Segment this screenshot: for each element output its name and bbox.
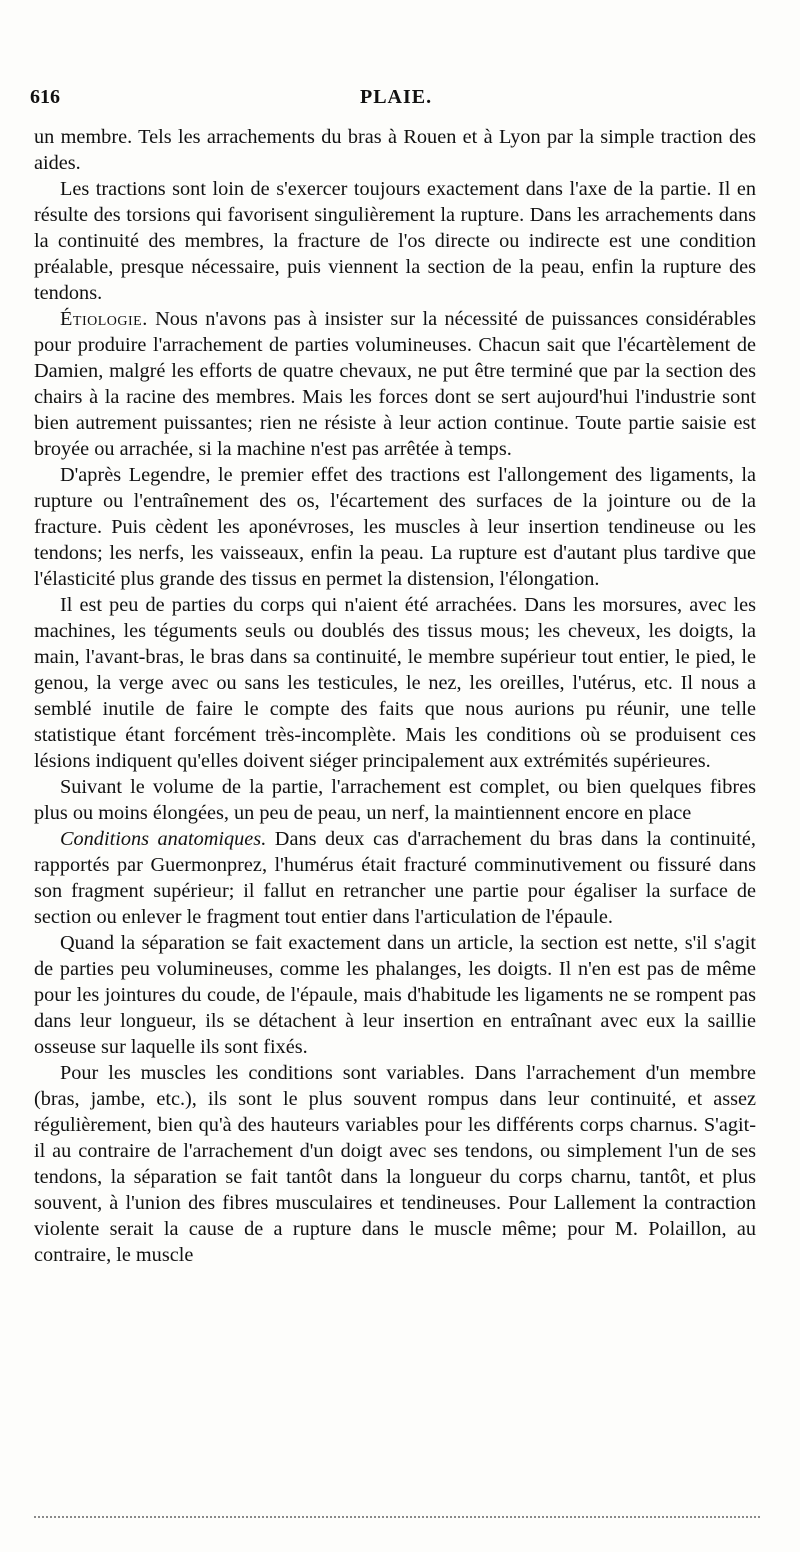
paragraph: Les tractions sont loin de s'exercer toujours exactement dans l'axe de la partie. Il en résulte des torsions qui favorisent singulièrement la rupture. Dans les arrachements dans la continuité des membres, la fracture de l'os directe ou indirecte est une condition préalable, presque nécessaire, puis viennent la section de la peau, enfin la rupture des tendons. bbox=[34, 178, 756, 304]
paragraph: Il est peu de parties du corps qui n'aient été arrachées. Dans les morsures, avec les machines, les téguments seuls ou doublés des tissus mous; les cheveux, les doigts, la main, l'avant-bras, le bras dans sa continuité, le membre supérieur tout entier, le pied, le genou, la verge avec ou sans les testicules, le nez, les oreilles, l'utérus, etc. Il nous a semblé inutile de faire le compte des faits que nous aurions pu réunir, une telle statistique étant forcément très-incomplète. Mais les conditions où se produisent ces lésions indiquent qu'elles doivent siéger principalement aux extrémités supérieures. bbox=[34, 594, 756, 772]
paragraph: un membre. Tels les arrachements du bras à Rouen et à Lyon par la simple traction des aides. bbox=[34, 126, 756, 174]
body-text bbox=[34, 124, 756, 1268]
page-number: 616 bbox=[30, 86, 60, 108]
paragraph: Pour les muscles les conditions sont variables. Dans l'arrachement d'un membre (bras, jambe, etc.), ils sont le plus souvent rompus dans leur continuité, et assez régulièrement, bien qu'à des hauteurs variables pour les différents corps charnus. S'agit-il au contraire de l'arrachement d'un doigt avec ses tendons, ou simplement l'un de ses tendons, la séparation se fait tantôt dans la longueur du corps charnu, tantôt, et plus souvent, à l'union des fibres musculaires et tendineuses. Pour Lallement la contraction violente serait la cause de a rupture dans le muscle même; pour M. Polaillon, au contraire, le muscle bbox=[34, 1062, 756, 1266]
paragraph: D'après Legendre, le premier effet des tractions est l'allongement des ligaments, la rupture ou l'entraînement des os, l'écartement des surfaces de la jointure ou de la fracture. Puis cèdent les aponévroses, les muscles à leur insertion tendineuse ou les tendons; les nerfs, les vaisseaux, enfin la peau. La rupture est d'autant plus tardive que l'élasticité plus grande des tissus en permet la distension, l'élongation. bbox=[34, 464, 756, 590]
paragraph: Quand la séparation se fait exactement dans un article, la section est nette, s'il s'agit de parties peu volumineuses, comme les phalanges, les doigts. Il n'en est pas de même pour les jointures du coude, de l'épaule, mais d'habitude les ligaments ne se rompent pas dans leur longueur, ils se détachent à leur insertion en entraînant avec eux la saillie osseuse sur laquelle ils sont fixés. bbox=[34, 932, 756, 1058]
section-lead: Étiologie. bbox=[60, 308, 148, 330]
page-header bbox=[30, 86, 770, 116]
paragraph: Étiologie. Nous n'avons pas à insister sur la nécessité de puissances considérables pour produire l'arrachement de parties volumineuses. Chacun sait que l'écartèlement de Damien, malgré les efforts de quatre chevaux, ne put être terminé que par la section des chairs à la racine des membres. Mais les forces dont se sert aujourd'hui l'industrie sont bien autrement puissantes; rien ne résiste à leur action continue. Toute partie saisie est broyée ou arrachée, si la machine n'est pas arrêtée à temps. bbox=[34, 308, 756, 460]
running-title: PLAIE. bbox=[360, 86, 433, 108]
paragraph: Suivant le volume de la partie, l'arrachement est complet, ou bien quelques fibres plus ou moins élongées, un peu de peau, un nerf, la maintiennent encore en place bbox=[34, 776, 756, 824]
paragraph: Conditions anatomiques. Dans deux cas d'arrachement du bras dans la continuité, rapportés par Guermonprez, l'humérus était fracturé comminutivement ou fissuré dans son fragment supérieur; il fallut en retrancher une partie pour égaliser la surface de section ou enlever le fragment tout entier dans l'articulation de l'épaule. bbox=[34, 828, 756, 928]
footer-dotted-rule bbox=[34, 1516, 760, 1518]
section-lead-italic: Conditions anatomiques. bbox=[60, 828, 267, 850]
